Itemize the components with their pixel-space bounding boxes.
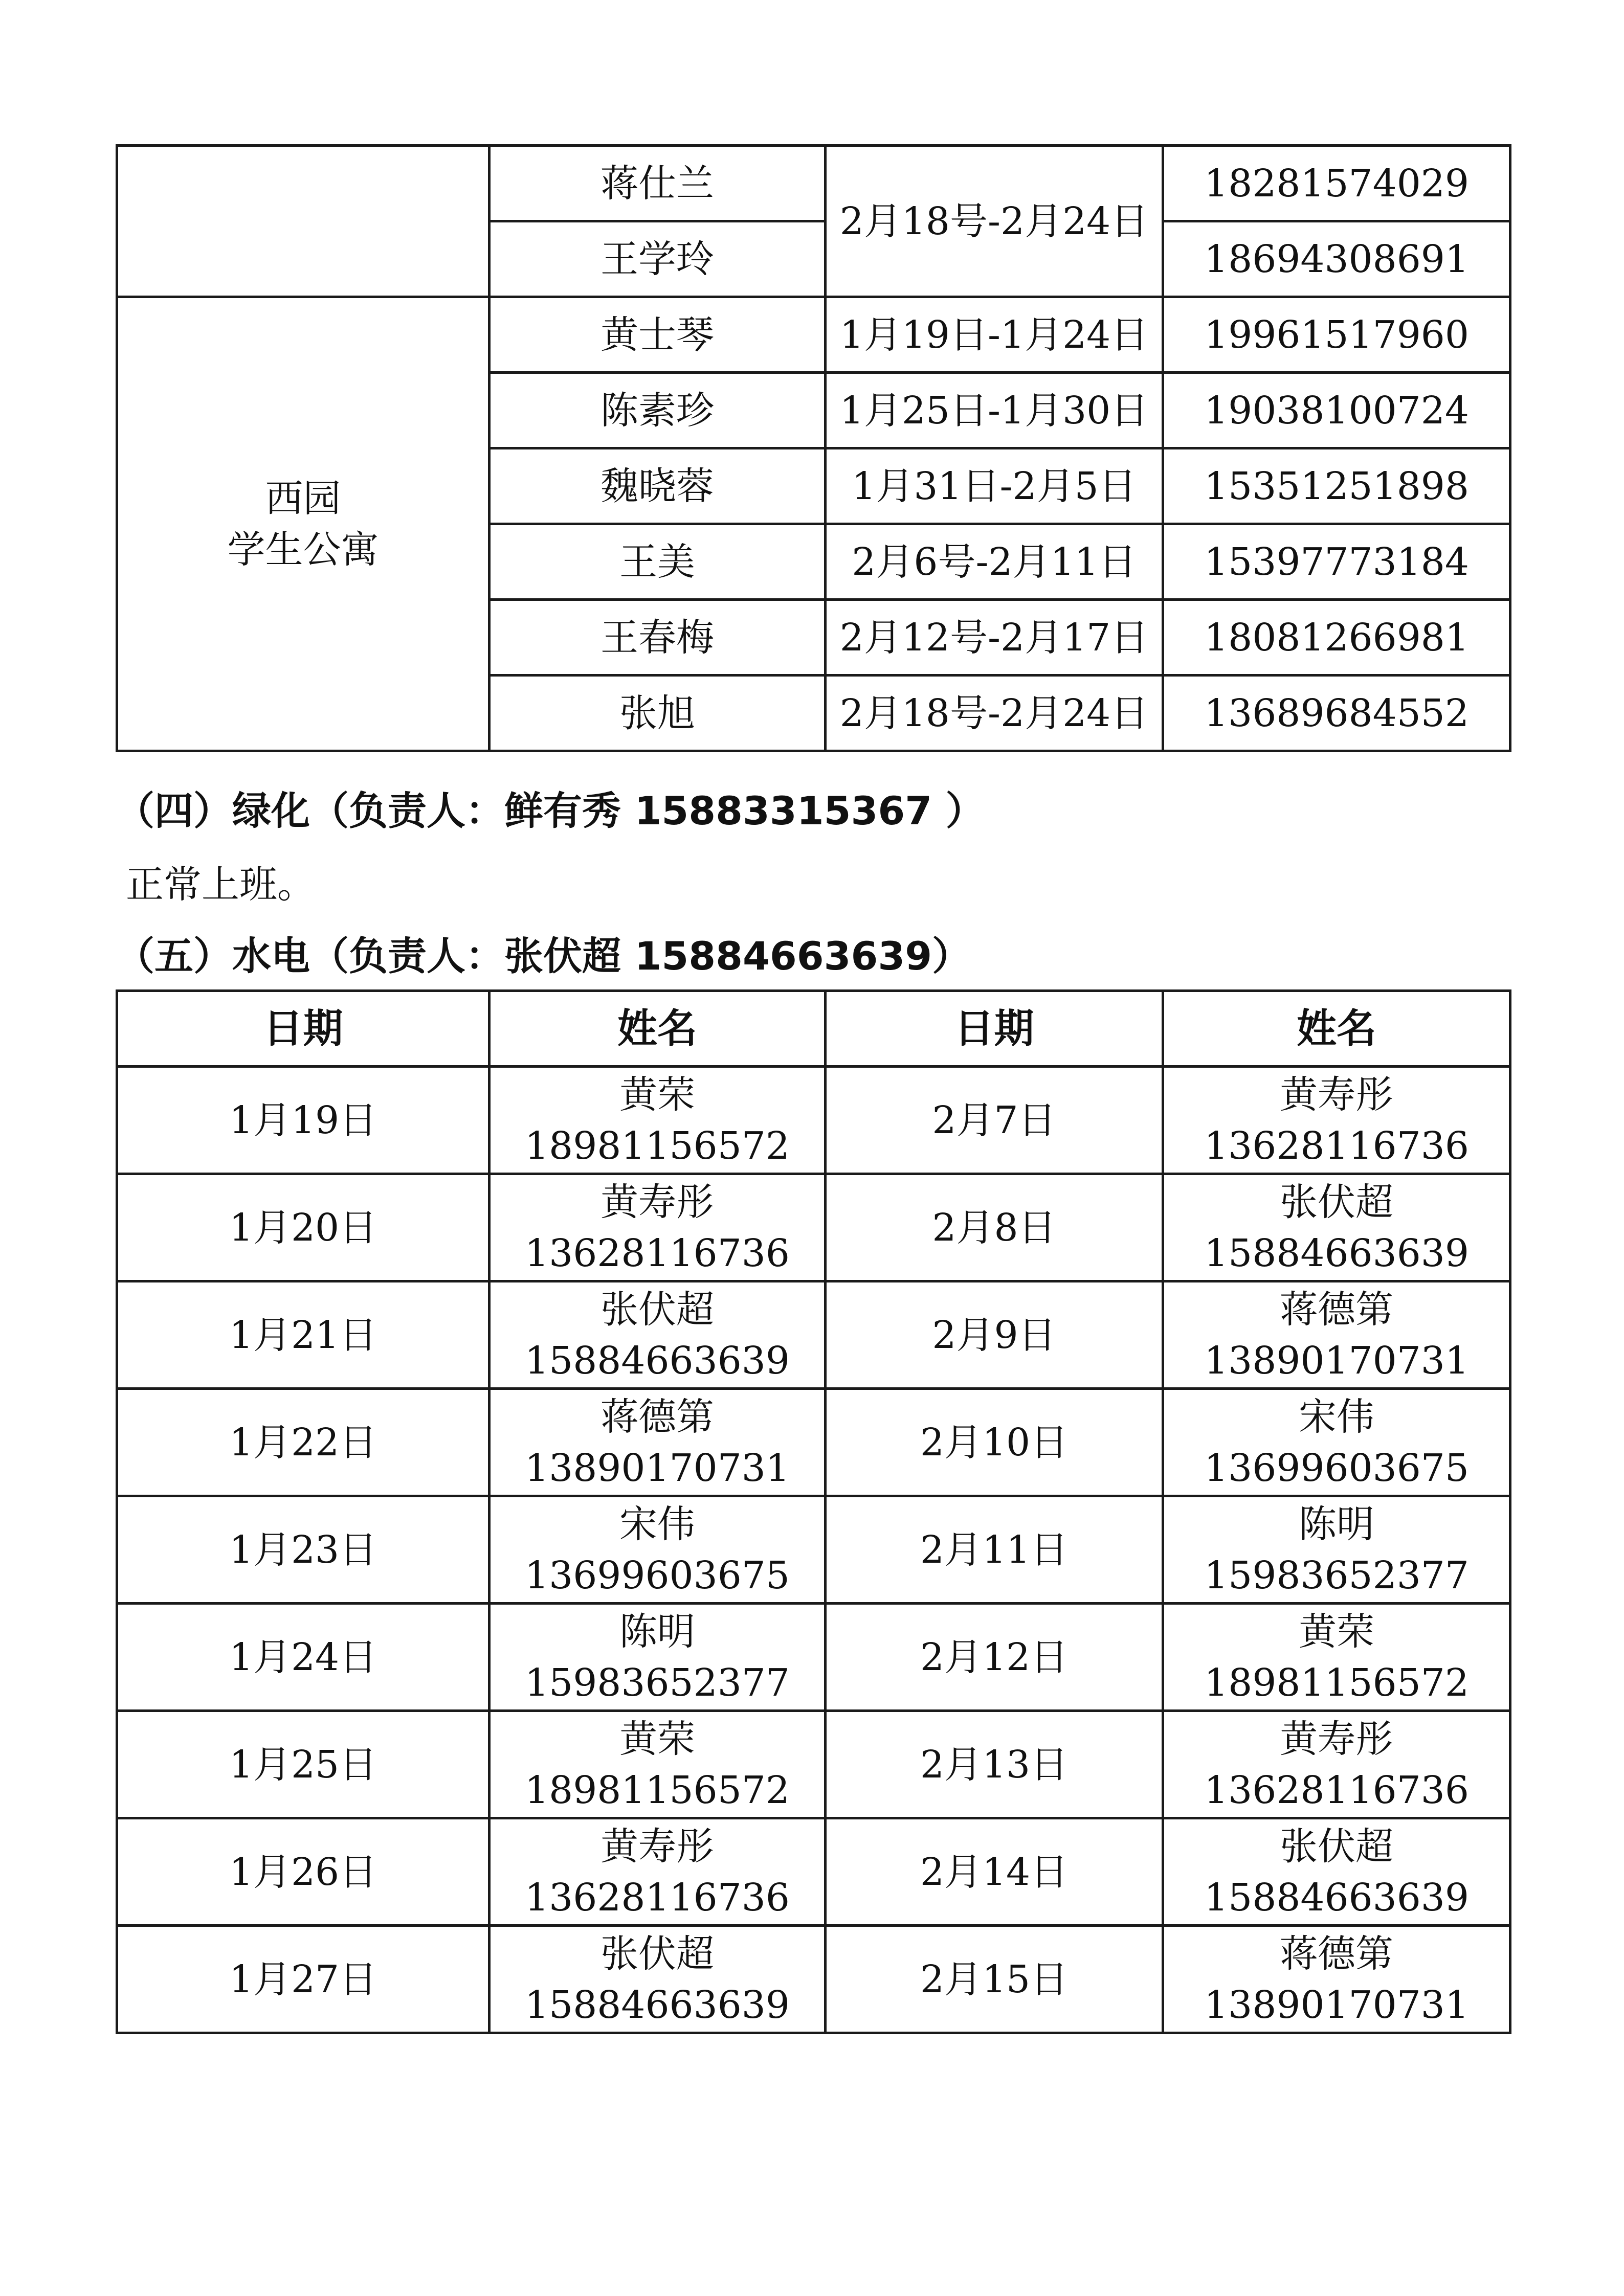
table-row — [117, 1174, 1510, 1281]
date-cell: 2月18号-2月24日 — [826, 146, 1163, 297]
person-phone: 15884663639 — [525, 1983, 790, 2027]
area-cell-west-garden — [117, 297, 490, 751]
person-name: 陈明 — [619, 1609, 695, 1654]
person-phone: 13890170731 — [1204, 1338, 1469, 1383]
date-cell: 2月8日 — [826, 1174, 1163, 1281]
person-phone: 18981156572 — [525, 1768, 790, 1812]
person-cell — [1163, 1926, 1510, 2033]
person-cell — [1163, 1818, 1510, 1926]
person-cell — [490, 1174, 826, 1281]
header-name: 姓名 — [1163, 991, 1510, 1067]
table-row — [117, 1926, 1510, 2033]
date-cell: 2月14日 — [826, 1818, 1163, 1926]
phone-cell: 19038100724 — [1163, 373, 1510, 448]
date-cell: 2月12号-2月17日 — [826, 600, 1163, 676]
area-name-line2: 学生公寓 — [227, 527, 379, 572]
date-cell: 2月11日 — [826, 1496, 1163, 1604]
person-name: 宋伟 — [1299, 1394, 1374, 1439]
person-phone: 13699603675 — [1204, 1446, 1469, 1490]
person-cell — [1163, 1067, 1510, 1174]
person-cell — [1163, 1281, 1510, 1389]
person-phone: 18981156572 — [525, 1123, 790, 1168]
table-row — [117, 1389, 1510, 1496]
section-heading-greening: （四）绿化（负责人：鲜有秀 15883315367 ） — [116, 788, 985, 834]
dorm-duty-table — [116, 144, 1511, 752]
date-cell: 2月18号-2月24日 — [826, 676, 1163, 751]
person-phone: 15884663639 — [525, 1338, 790, 1383]
phone-cell: 18081266981 — [1163, 600, 1510, 676]
person-name: 张伏超 — [1280, 1824, 1393, 1869]
phone-cell: 15397773184 — [1163, 524, 1510, 600]
person-name: 黄寿彤 — [600, 1824, 714, 1869]
date-cell: 2月6号-2月11日 — [826, 524, 1163, 600]
person-name: 陈明 — [1299, 1502, 1374, 1546]
date-cell: 1月27日 — [117, 1926, 490, 2033]
area-name-line1: 西园 — [265, 476, 341, 521]
person-cell — [1163, 1174, 1510, 1281]
date-cell: 1月23日 — [117, 1496, 490, 1604]
greening-note: 正常上班。 — [126, 863, 315, 907]
person-phone: 13628116736 — [525, 1875, 790, 1920]
date-cell: 2月7日 — [826, 1067, 1163, 1174]
name-cell: 王学玲 — [490, 221, 826, 297]
date-cell: 1月21日 — [117, 1281, 490, 1389]
date-cell: 1月22日 — [117, 1389, 490, 1496]
header-date: 日期 — [117, 991, 490, 1067]
table-row — [117, 1711, 1510, 1818]
person-cell — [490, 1067, 826, 1174]
person-phone: 15884663639 — [1204, 1231, 1469, 1275]
table-row — [117, 297, 1510, 373]
date-cell: 2月12日 — [826, 1604, 1163, 1711]
person-phone: 15884663639 — [1204, 1875, 1469, 1920]
date-cell: 1月19日-1月24日 — [826, 297, 1163, 373]
person-name: 黄寿彤 — [1280, 1717, 1393, 1761]
person-name: 黄寿彤 — [600, 1180, 714, 1224]
person-cell — [490, 1496, 826, 1604]
table-row — [117, 1604, 1510, 1711]
table-row — [117, 1067, 1510, 1174]
date-cell: 1月24日 — [117, 1604, 490, 1711]
person-phone: 13890170731 — [1204, 1983, 1469, 2027]
person-name: 黄荣 — [619, 1072, 695, 1117]
phone-cell: 18694308691 — [1163, 221, 1510, 297]
name-cell: 黄士琴 — [490, 297, 826, 373]
person-cell — [490, 1711, 826, 1818]
table-header-row — [117, 991, 1510, 1067]
name-cell: 王美 — [490, 524, 826, 600]
date-cell: 1月19日 — [117, 1067, 490, 1174]
person-cell — [490, 1926, 826, 2033]
person-name: 黄寿彤 — [1280, 1072, 1393, 1117]
person-name: 宋伟 — [619, 1502, 695, 1546]
area-cell-continued — [117, 146, 490, 297]
person-cell — [490, 1818, 826, 1926]
person-name: 蒋德第 — [1280, 1287, 1393, 1332]
person-cell — [1163, 1604, 1510, 1711]
person-name: 张伏超 — [1280, 1180, 1393, 1224]
person-phone: 15983652377 — [525, 1660, 790, 1705]
person-name: 蒋德第 — [1280, 1931, 1393, 1976]
person-phone: 13628116736 — [525, 1231, 790, 1275]
table-row — [117, 146, 1510, 221]
table-row — [117, 1281, 1510, 1389]
person-name: 张伏超 — [600, 1287, 714, 1332]
name-cell: 王春梅 — [490, 600, 826, 676]
person-phone: 13699603675 — [525, 1553, 790, 1597]
phone-cell: 15351251898 — [1163, 448, 1510, 524]
name-cell: 陈素珍 — [490, 373, 826, 448]
date-cell: 1月31日-2月5日 — [826, 448, 1163, 524]
date-cell: 1月26日 — [117, 1818, 490, 1926]
date-cell: 2月13日 — [826, 1711, 1163, 1818]
person-cell — [490, 1281, 826, 1389]
person-name: 蒋德第 — [600, 1394, 714, 1439]
name-cell: 魏晓蓉 — [490, 448, 826, 524]
person-name: 黄荣 — [1299, 1609, 1374, 1654]
person-name: 黄荣 — [619, 1717, 695, 1761]
date-cell: 2月15日 — [826, 1926, 1163, 2033]
person-phone: 13628116736 — [1204, 1123, 1469, 1168]
header-date: 日期 — [826, 991, 1163, 1067]
person-cell — [1163, 1496, 1510, 1604]
table-row — [117, 1818, 1510, 1926]
person-cell — [1163, 1711, 1510, 1818]
person-cell — [1163, 1389, 1510, 1496]
person-phone: 13890170731 — [525, 1446, 790, 1490]
person-phone: 18981156572 — [1204, 1660, 1469, 1705]
date-cell: 1月25日-1月30日 — [826, 373, 1163, 448]
phone-cell: 19961517960 — [1163, 297, 1510, 373]
person-phone: 15983652377 — [1204, 1553, 1469, 1597]
water-electric-duty-table — [116, 989, 1511, 2034]
table-row — [117, 1496, 1510, 1604]
date-cell: 1月25日 — [117, 1711, 490, 1818]
date-cell: 2月9日 — [826, 1281, 1163, 1389]
date-cell: 1月20日 — [117, 1174, 490, 1281]
name-cell: 蒋仕兰 — [490, 146, 826, 221]
person-cell — [490, 1389, 826, 1496]
person-name: 张伏超 — [600, 1931, 714, 1976]
header-name: 姓名 — [490, 991, 826, 1067]
phone-cell: 13689684552 — [1163, 676, 1510, 751]
name-cell: 张旭 — [490, 676, 826, 751]
phone-cell: 18281574029 — [1163, 146, 1510, 221]
date-cell: 2月10日 — [826, 1389, 1163, 1496]
section-heading-water-electric: （五）水电（负责人：张伏超 15884663639） — [116, 933, 971, 979]
person-phone: 13628116736 — [1204, 1768, 1469, 1812]
person-cell — [490, 1604, 826, 1711]
